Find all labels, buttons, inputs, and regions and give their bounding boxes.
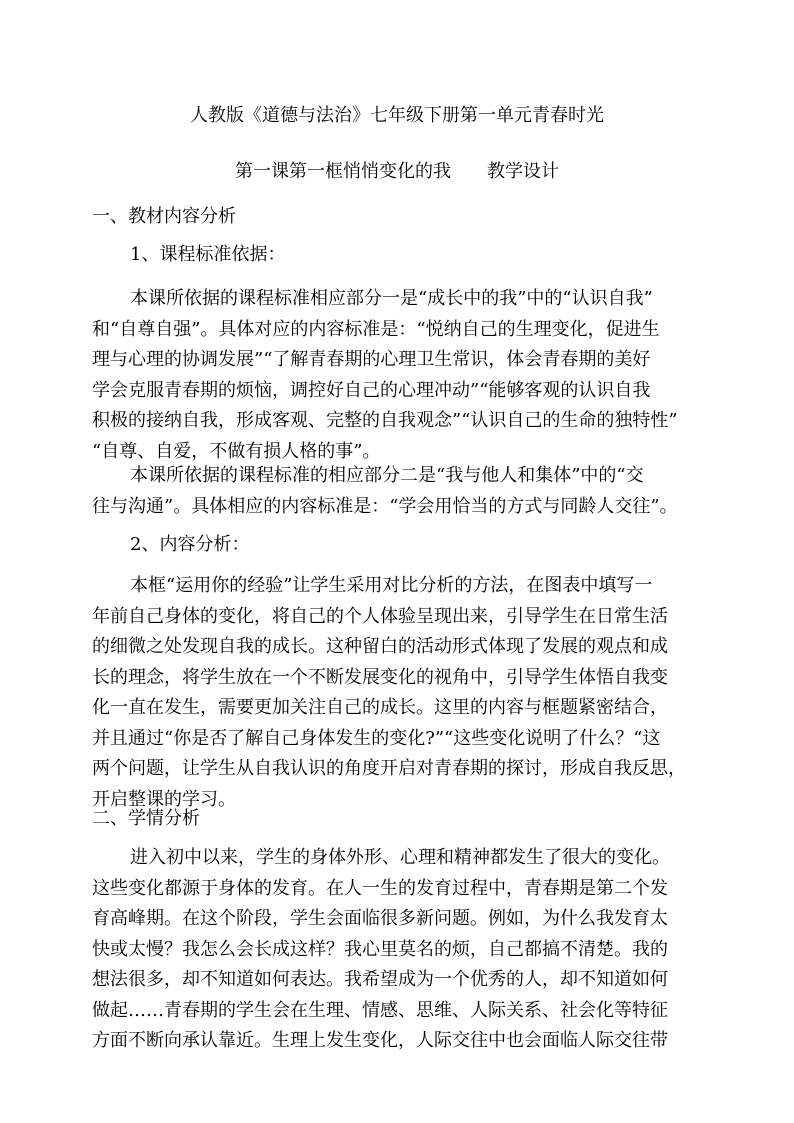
paragraph-content-analysis: [92, 571, 718, 815]
text-line: 想法很多，却不知道如何表达。我希望成为一个优秀的人，却不知道如何: [92, 969, 668, 990]
text-line: 本框“运用你的经验”让学生采用对比分析的方法，在图表中填写一: [130, 575, 653, 596]
text-line: 做起……青春期的学生会在生理、情感、思维、人际关系、社会化等特征: [92, 999, 668, 1021]
paragraph-curriculum-basis-2: [92, 461, 718, 522]
subsection-heading-curriculum-basis: 1、课程标准依据：: [130, 244, 286, 265]
paragraph-curriculum-basis-1: [92, 284, 718, 467]
text-line: 学会克服青春期的烦恼，调控好自己的心理冲动”“能够客观的认识自我: [92, 379, 651, 401]
paragraph-learner-analysis: [92, 843, 718, 1057]
text-line: 并且通过“你是否了解自己身体发生的变化?”“这些变化说明了什么？“这: [92, 727, 661, 749]
text-line: 长的理念，将学生放在一个不断发展变化的视角中，引导学生体悟自我变: [92, 666, 668, 688]
section-heading-textbook-analysis: 一、教材内容分析: [92, 206, 236, 227]
document-title: 人教版《道德与法治》七年级下册第一单元青春时光: [190, 105, 604, 126]
text-line: 往与沟通”。具体相应的内容标准是：“学会用恰当的方式与同龄人交往”。: [92, 495, 678, 517]
text-line: 两个问题，让学生从自我认识的角度开启对青春期的探讨，形成自我反思，: [92, 758, 686, 779]
text-line: “自尊、自爱，不做有损人格的事”。: [92, 440, 381, 462]
text-line: 本课所依据的课程标准的相应部分二是“我与他人和集体”中的“交: [130, 465, 644, 486]
text-line: 和“自尊自强”。具体对应的内容标准是：“悦纳自己的生理变化，促进生: [92, 318, 660, 340]
section-heading-learner-analysis: 二、学情分析: [92, 808, 200, 829]
text-line: 育高峰期。在这个阶段，学生会面临很多新问题。例如，为什么我发育太: [92, 908, 668, 929]
text-line: 本课所依据的课程标准相应部分一是“成长中的我”中的“认识自我”: [130, 288, 653, 309]
subsection-heading-content-analysis: 2、内容分析：: [130, 534, 250, 555]
text-line: 方面不断向承认靠近。生理上发生变化，人际交往中也会面临人际交往带: [92, 1030, 668, 1051]
text-line: 化一直在发生，需要更加关注自己的成长。这里的内容与框题紧密结合，: [92, 697, 668, 718]
text-line: 快或太慢？我怎么会长成这样？我心里莫名的烦，自己都搞不清楚。我的: [92, 938, 668, 960]
text-line: 的细微之处发现自我的成长。这种留白的活动形式体现了发展的观点和成: [92, 636, 668, 657]
text-line: 年前自己身体的变化，将自己的个人体验呈现出来，引导学生在日常生活: [92, 605, 668, 627]
text-line: 理与心理的协调发展”“了解青春期的心理卫生常识，体会青春期的美好: [92, 349, 651, 370]
text-line: 这些变化都源于身体的发育。在人一生的发育过程中，青春期是第二个发: [92, 877, 668, 899]
text-line: 积极的接纳自我，形成客观、完整的自我观念”“认识自己的生命的独特性”: [92, 410, 678, 431]
text-line: 开启整课的学习。: [92, 788, 236, 810]
text-line: 进入初中以来，学生的身体外形、心理和精神都发生了很大的变化。: [130, 847, 670, 868]
document-subtitle: 第一课第一框悄悄变化的我 教学设计: [235, 161, 559, 182]
